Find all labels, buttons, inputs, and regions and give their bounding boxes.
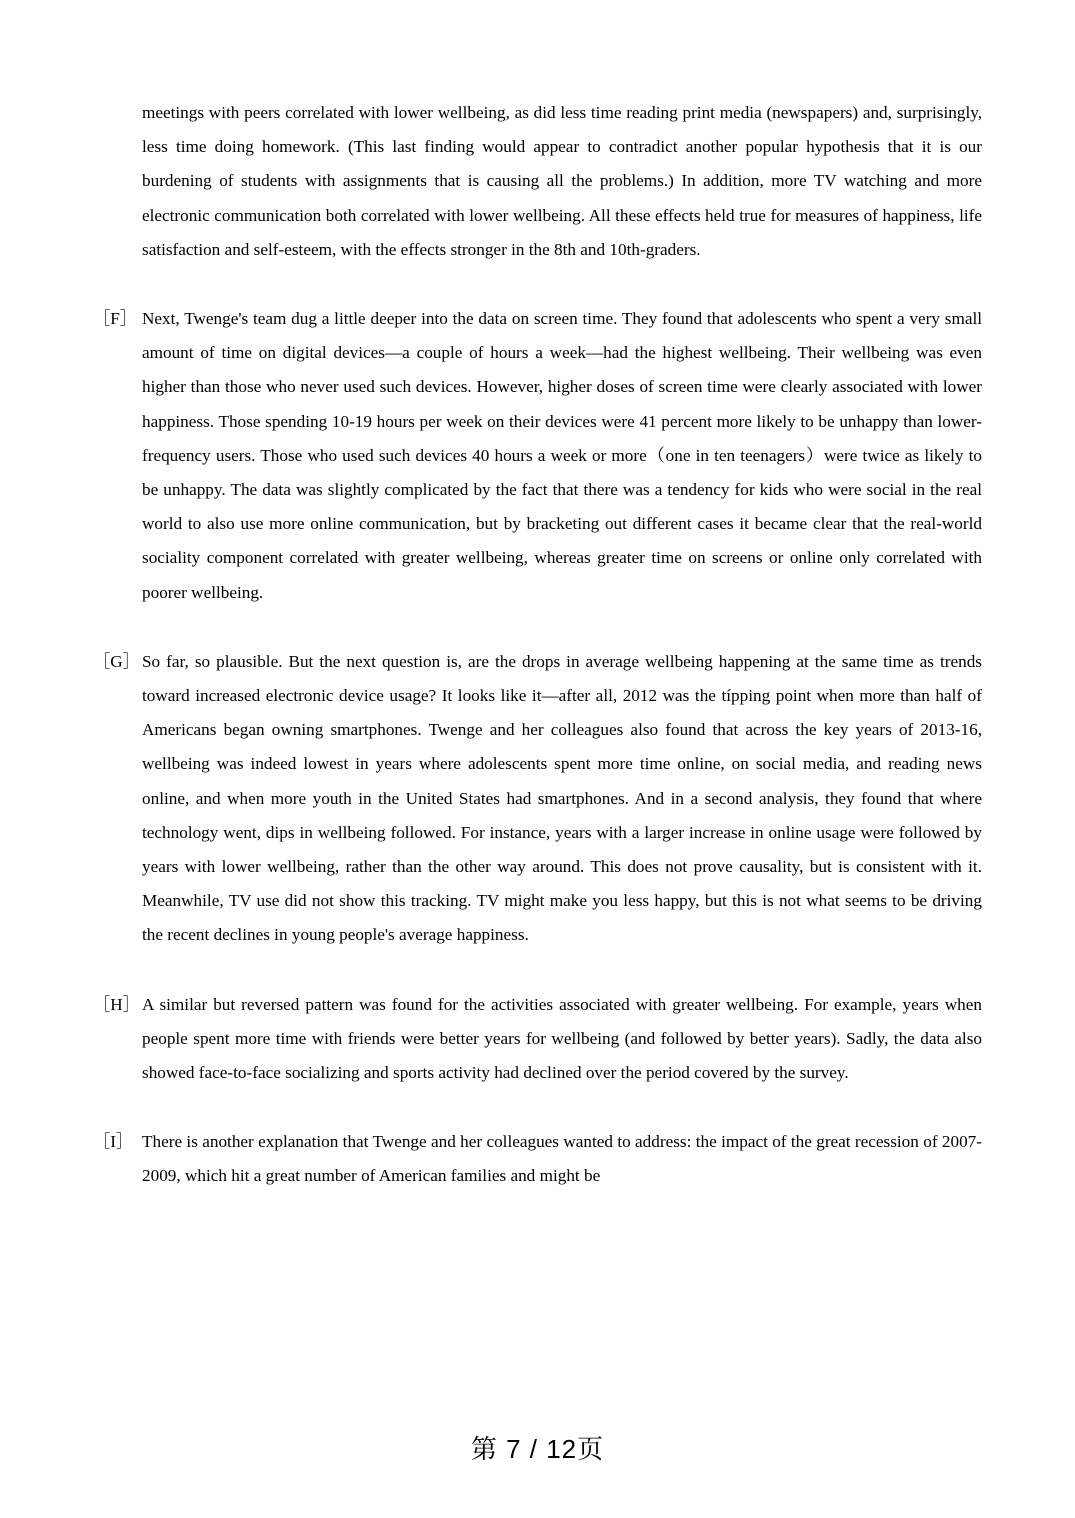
paragraph-text-h: A similar but reversed pattern was found for the activities associated with greater wellbeing. For example, years when people spent more time with friends were better years for wellbeing (and followed by better years). Sadly, the data also showed face-to-face socializing and sports activity had declined over the period covered by the survey.: [142, 994, 982, 1083]
paragraph-block-i: [93, 1125, 982, 1193]
paragraph-text-g: So far, so plausible. But the next question is, are the drops in average wellbeing happening at the same time as trends toward increased electronic device usage? It looks like it—after all, 2012 was the típping point when more than half of Americans began owning smartphones. Twenge and her colleagues also found that across the key years of 2013-16, wellbeing was indeed lowest in years where adolescents spent more time online, on social media, and reading news online, and when more youth in the United States had smartphones. And in a second analysis, they found that where technology went, dips in wellbeing followed. For instance, years with a larger increase in online usage were followed by years with lower wellbeing, rather than the other way around. This does not prove causality, but is consistent with it. Meanwhile, TV use did not show this tracking. TV might make you less happy, but this is not what seems to be driving the recent declines in young people's average happiness.: [142, 651, 982, 945]
document-body: [93, 96, 982, 1194]
page-number-indicator: 第 7 / 12页: [470, 1434, 605, 1464]
paragraph-label-i: ［I］: [93, 1132, 134, 1152]
paragraph-block-h: [93, 988, 982, 1091]
paragraph-continuation: meetings with peers correlated with lower wellbeing, as did less time reading print media (newspapers) and, surprisingly, less time doing homework. (This last finding would appear to contradict another popular hypothesis that it is our burdening of students with assignments that is causing all the problems.) In addition, more TV watching and more electronic communication both correlated with lower wellbeing. All these effects held true for measures of happiness, life satisfaction and self-esteem, with the effects stronger in the 8th and 10th-graders.: [142, 103, 982, 259]
paragraph-text-i: There is another explanation that Twenge and her colleagues wanted to address: the impact of the great recession of 2007-2009, which hit a great number of American families and might be: [142, 1132, 982, 1186]
paragraph-label-h: ［H］: [93, 994, 140, 1014]
paragraph-block-g: [93, 645, 982, 953]
paragraph-label-g: ［G］: [93, 651, 140, 671]
page-footer: [0, 1432, 1075, 1466]
paragraph-text-f: Next, Twenge's team dug a little deeper into the data on screen time. They found that adolescents who spent a very small amount of time on digital devices—a couple of hours a week—had the highest wellbeing. Their wellbeing was even higher than those who never used such devices. However, higher doses of screen time were clearly associated with lower happiness. Those spending 10-19 hours per week on their devices were 41 percent more likely to be unhappy than lower-frequency users. Those who used such devices 40 hours a week or more（one in ten teenagers）were twice as likely to be unhappy. The data was slightly complicated by the fact that there was a tendency for kids who were social in the real world to also use more online communication, but by bracketing out different cases it became clear that the real-world sociality component correlated with greater wellbeing, whereas greater time on screens or online only correlated with poorer wellbeing.: [142, 309, 982, 602]
paragraph-label-f: ［F］: [93, 309, 137, 329]
paragraph-block-f: [93, 302, 982, 610]
